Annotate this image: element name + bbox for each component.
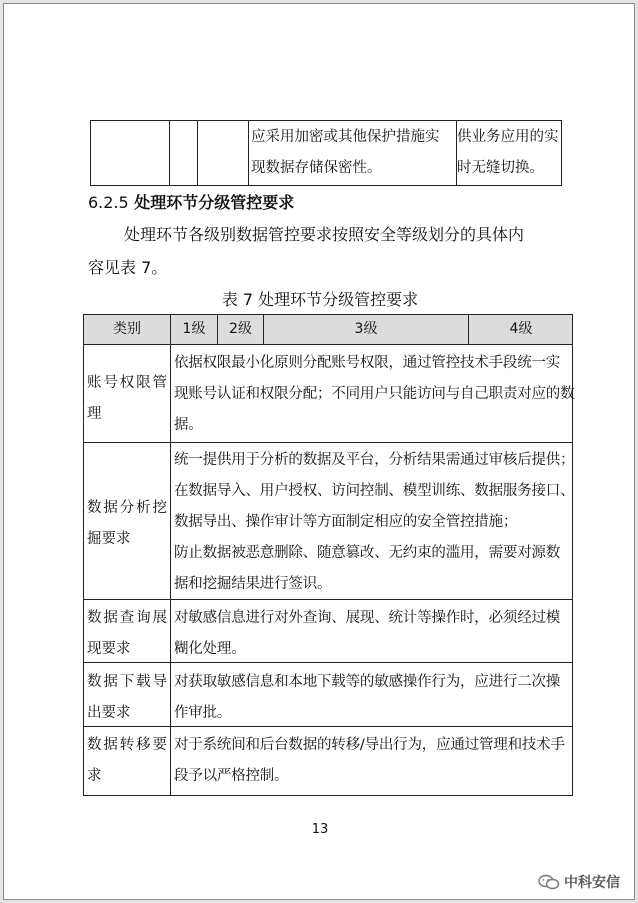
table-row-description: 依据权限最小化原则分配账号权限，通过管控技术手段统一实 现账号认证和权限分配；不同用户只能访问与自己职责对应的数 据。 [174, 355, 575, 433]
wechat-icon [538, 874, 560, 890]
header-level-2: 2级 [229, 321, 252, 337]
table-row-category: 数据查询展 现要求 [87, 610, 167, 657]
page-number: 13 [311, 822, 329, 837]
table-row-category: 数据转移要 求 [87, 737, 167, 784]
section-number: 6.2.5 [88, 193, 129, 212]
table-row-description: 对于系统间和后台数据的转移/导出行为，应通过管理和技术手 段予以严格控制。 [174, 737, 565, 784]
category-divider [170, 345, 171, 795]
table-row-category: 数据分析挖 掘要求 [87, 500, 167, 547]
table-row-category: 账号权限管 理 [87, 375, 167, 422]
continued-table [90, 120, 562, 186]
top-table-col3-line1: 应采用加密或其他保护措施实 [251, 129, 440, 145]
table-row-description: 对获取敏感信息和本地下载等的敏感操作行为，应进行二次操 作审批。 [174, 674, 561, 721]
header-level-1: 1级 [182, 321, 206, 337]
table-row-description: 统一提供用于分析的数据及平台，分析结果需通过审核后提供； 在数据导入、用户授权、访问控制、模型训练、数据服务接口、 数据导出、操作审计等方面制定相应的安全管控措施； 防止数据被恶意删除、随意篡改、无约束的滥用，需要对源数 据和挖掘结果进行签识。 [174, 452, 575, 592]
table-row-description: 对敏感信息进行对外查询、展现、统计等操作时，必须经过模 糊化处理。 [174, 610, 561, 657]
section-heading [88, 190, 294, 213]
top-table-col3-line2: 现数据存储保密性。 [251, 160, 382, 176]
document-page [3, 3, 635, 900]
table-header-row [84, 315, 572, 345]
wechat-watermark [538, 872, 620, 892]
intro-line-1: 处理环节各级别数据管控要求按照安全等级划分的具体内 [124, 225, 525, 244]
watermark-text: 中科安信 [564, 875, 620, 891]
header-level-3: 3级 [354, 321, 378, 337]
intro-line-2: 容见表 7。 [88, 258, 168, 277]
header-level-4: 4级 [509, 321, 533, 337]
header-category: 类别 [113, 321, 141, 337]
table-caption: 表 7 处理环节分级管控要求 [221, 290, 419, 309]
table-row-category: 数据下载导 出要求 [87, 674, 167, 721]
top-table-col4-line2: 时无缝切换。 [457, 160, 544, 176]
top-table-col4-line1: 供业务应用的实 [457, 129, 559, 145]
table-7 [83, 314, 573, 796]
section-title: 处理环节分级管控要求 [134, 193, 295, 212]
